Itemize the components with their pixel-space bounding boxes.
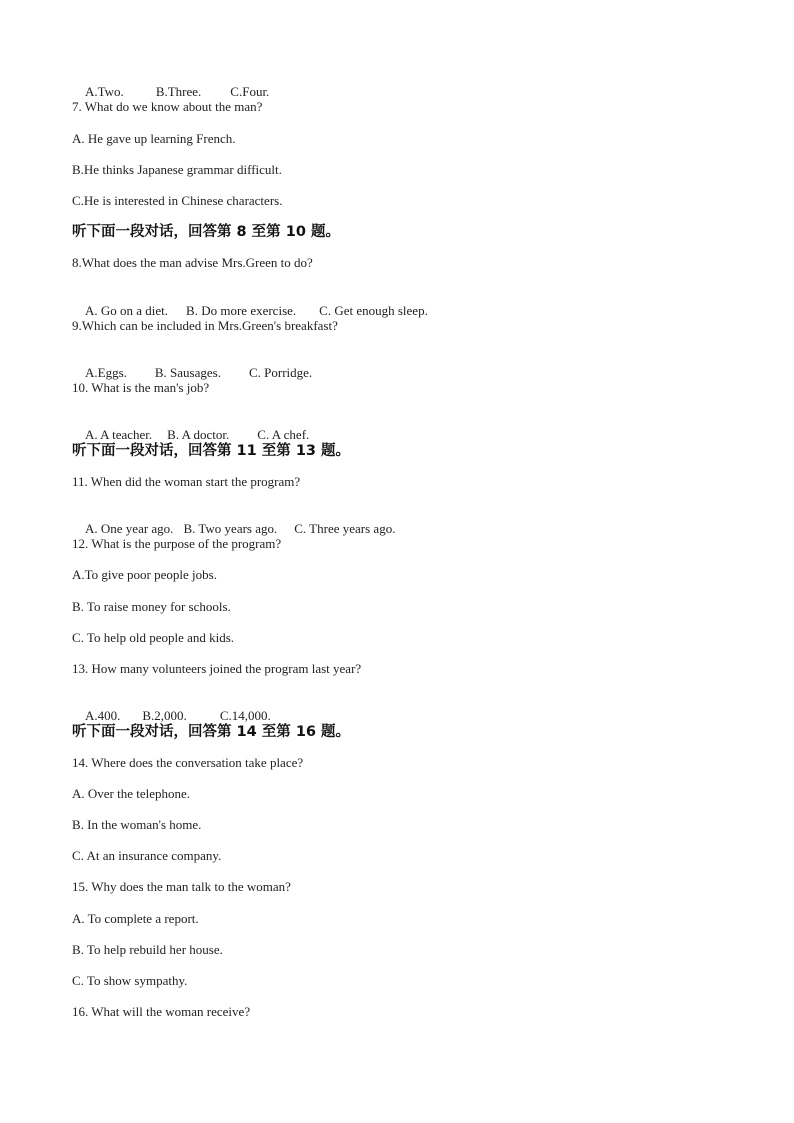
q9-option-b: B. Sausages.	[154, 365, 221, 380]
q12-question: 12. What is the purpose of the program?	[72, 536, 282, 551]
q11-question: 11. When did the woman start the program?	[72, 474, 301, 489]
q15-question: 15. Why does the man talk to the woman?	[72, 879, 291, 894]
section-heading-14-16: 听下面一段对话，回答第 14 至第 16 题。	[72, 724, 351, 740]
q15-option-b: B. To help rebuild her house.	[72, 942, 223, 957]
q12-option-a: A.To give poor people jobs.	[72, 567, 217, 582]
q12-option-c: C. To help old people and kids.	[72, 630, 235, 645]
q8-option-b: B. Do more exercise.	[186, 303, 297, 318]
q10-option-b: B. A doctor.	[167, 427, 230, 442]
q11-option-a: A. One year ago.	[85, 521, 174, 536]
q10-question: 10. What is the man's job?	[72, 380, 210, 395]
q8-option-a: A. Go on a diet.	[85, 303, 169, 318]
q6-option-a: A.Two.	[85, 84, 124, 99]
q7-option-b: B.He thinks Japanese grammar difficult.	[72, 162, 282, 177]
q7-question: 7. What do we know about the man?	[72, 99, 263, 114]
q15-option-c: C. To show sympathy.	[72, 973, 188, 988]
section-heading-8-10: 听下面一段对话，回答第 8 至第 10 题。	[72, 224, 340, 240]
q6-option-b: B.Three.	[155, 84, 202, 99]
q12-option-b: B. To raise money for schools.	[72, 599, 231, 614]
q16-question: 16. What will the woman receive?	[72, 1004, 251, 1019]
q10-option-c: C. A chef.	[257, 427, 310, 442]
q8-option-c: C. Get enough sleep.	[319, 303, 428, 318]
q13-question: 13. How many volunteers joined the program last year?	[72, 661, 362, 676]
q10-option-a: A. A teacher.	[85, 427, 153, 442]
q13-option-a: A.400.	[85, 708, 121, 723]
q13-option-b: B.2,000.	[142, 708, 187, 723]
q13-option-c: C.14,000.	[219, 708, 271, 723]
q11-option-c: C. Three years ago.	[294, 521, 396, 536]
q15-option-a: A. To complete a report.	[72, 911, 199, 926]
q7-option-a: A. He gave up learning French.	[72, 131, 236, 146]
q7-option-c: C.He is interested in Chinese characters.	[72, 193, 283, 208]
q8-question: 8.What does the man advise Mrs.Green to do?	[72, 255, 313, 270]
section-heading-11-13: 听下面一段对话，回答第 11 至第 13 题。	[72, 443, 351, 459]
q14-option-b: B. In the woman's home.	[72, 817, 202, 832]
q9-question: 9.Which can be included in Mrs.Green's breakfast?	[72, 318, 338, 333]
q6-option-c: C.Four.	[230, 84, 270, 99]
q14-option-c: C. At an insurance company.	[72, 848, 222, 863]
q14-option-a: A. Over the telephone.	[72, 786, 191, 801]
q9-option-a: A.Eggs.	[85, 365, 127, 380]
q14-question: 14. Where does the conversation take place?	[72, 755, 304, 770]
q9-option-c: C. Porridge.	[248, 365, 313, 380]
q11-option-b: B. Two years ago.	[183, 521, 278, 536]
